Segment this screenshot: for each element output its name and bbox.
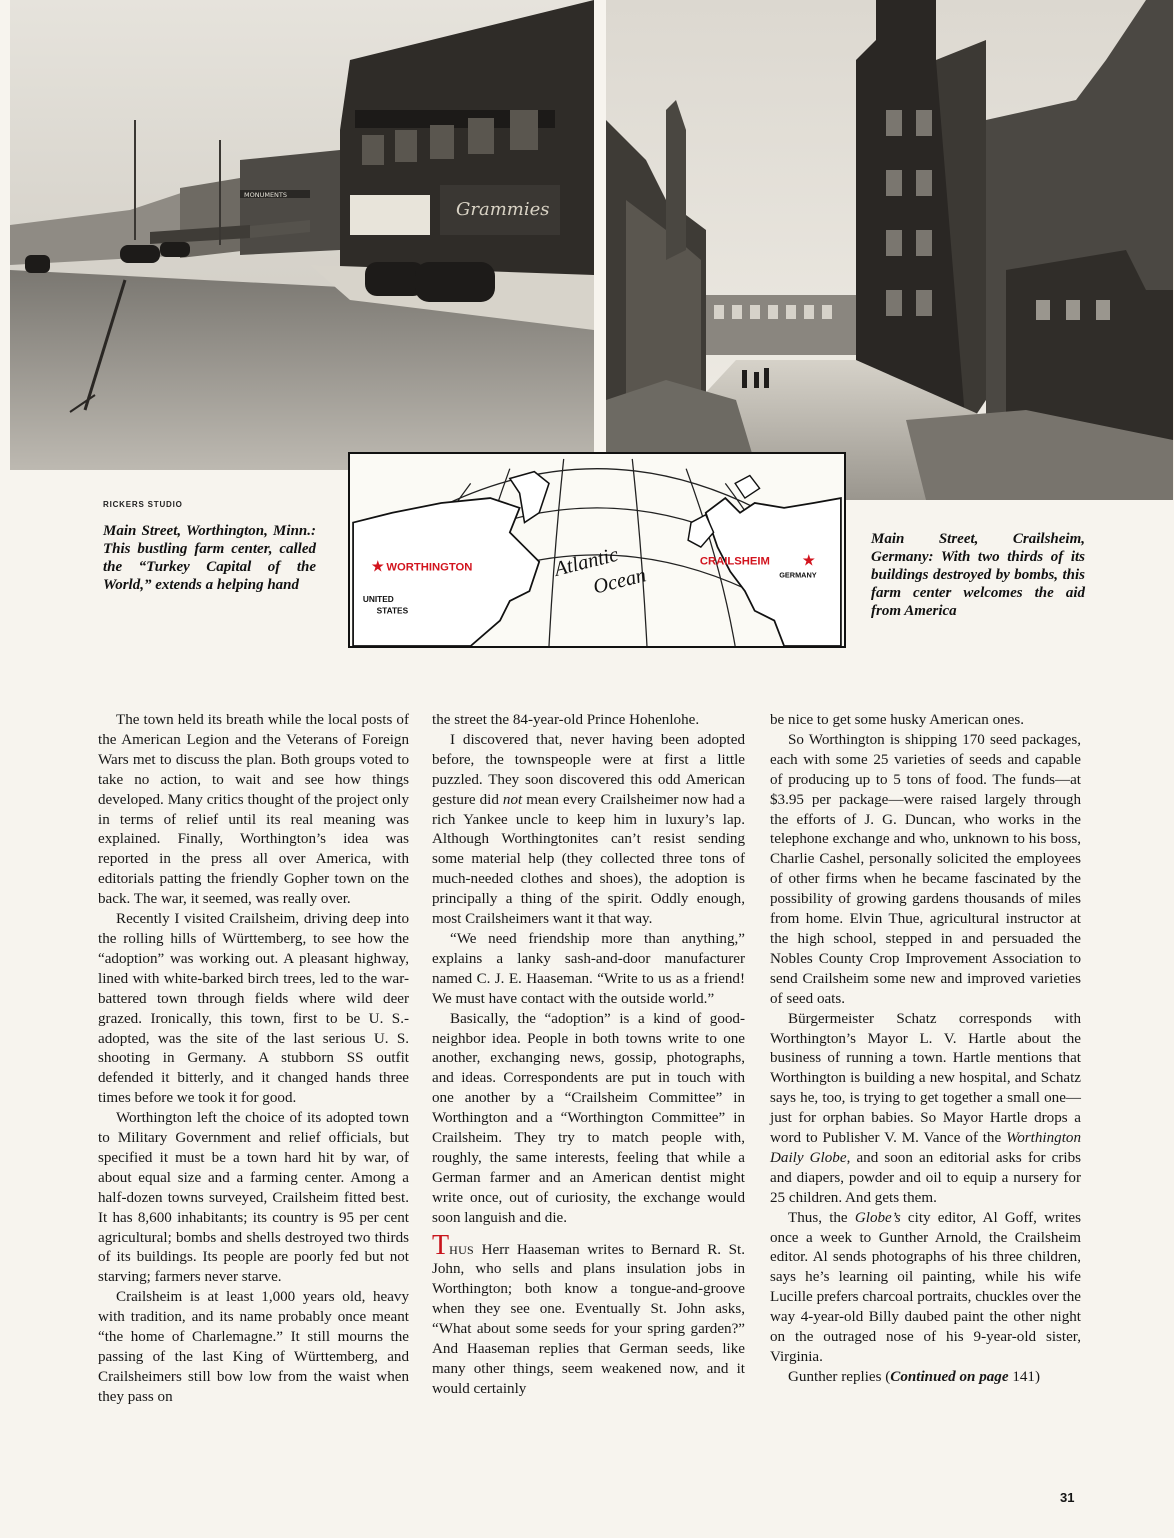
- paragraph: “We need friendship more than anything,” explains a lanky sash-and-door manufacturer named C. J. E. Haaseman. “Write to us as a friend! We must have contact with the outside world.”: [432, 930, 745, 1007]
- map-label-crailsheim: CRAILSHEIM: [699, 555, 770, 568]
- sign-monuments: MONUMENTS: [244, 191, 288, 199]
- page-number: 31: [1060, 1490, 1075, 1505]
- text-run: Gunther replies (: [788, 1368, 891, 1385]
- atlantic-map: [348, 452, 846, 648]
- article-column-2: [432, 711, 745, 1400]
- map-star-crailsheim: ★: [801, 550, 816, 570]
- paragraph: [432, 731, 745, 930]
- small-caps: HUS: [449, 1242, 475, 1257]
- emphasis: Globe’s: [854, 1209, 901, 1226]
- text-run: Bürgermeister Schatz corresponds with Worthington’s Mayor L. V. Hartle about the business of running a town. Hartle mentions that Worthington is building a new hospital, and Schatz says he, too, is trying to get together a small one—just for orphan babies. So Mayor Hartle drops a word to Publisher V. M. Vance of the: [770, 1010, 1081, 1147]
- paragraph: So Worthington is shipping 170 seed packages, each with some 25 varieties of seeds and capable of producing up to 5 tons of food. The funds—at $3.95 per package—were raised largely through the efforts of J. G. Duncan, who works in the telephone exchange and who, unknown to his boss, Charlie Cashel, personally solicited the employees of other firms when he became fascinated by the possibility of growing gardens thousands of miles from home. Elvin Thue, agricultural instructor at the high school, stepped in and persuaded the Nobles County Crop Improvement Association to send Crailsheim some new and improved varieties of seed oats.: [770, 731, 1081, 1007]
- paragraph: [770, 1209, 1081, 1368]
- map-star-worthington: ★: [370, 556, 385, 576]
- text-run: , and soon an editorial asks for cribs and diapers, powder and oil to equip a nursery for 25 children. And gets them.: [770, 1149, 1082, 1206]
- paragraph: [770, 1010, 1081, 1209]
- photo-credit: RICKERS STUDIO: [103, 500, 183, 509]
- text-run: ): [1034, 1368, 1040, 1385]
- paragraph: The town held its breath while the local posts of the American Legion and the Veterans of Foreign Wars met to discuss the plan. Both groups voted to take no action, to wait and see how things developed. Many critics thought of the project only in terms of relief until its real meaning was explained. Finally, Worthington’s idea was reported in the press all over America, with editorials patting the friendly Gopher town on the back. The war, it seemed, was really over.: [98, 712, 409, 908]
- text-run: mean every Crailsheimer now had a rich Yankee uncle to keep him in luxury’s lap. Although Worthingtonites can’t resist sending some material help (they collected three tons of much-needed clothes and shoes), the adoption is principally a thing of the spirit. Oddly enough, most Crailsheimers want it that way.: [432, 791, 745, 928]
- map-label-united: UNITED: [362, 593, 394, 604]
- text-run: 141: [1008, 1368, 1035, 1385]
- photo-main-street-worthington: [10, 0, 594, 470]
- paragraph: Worthington left the choice of its adopted town to Military Government and relief officials, but specified it must be a town hard hit by war, of about equal size and a farming center. Among a half-dozen towns surveyed, Crailsheim fitted best. It has 8,600 inhabitants; its country is 95 per cent agricultural; bombs and shells destroyed two thirds of its buildings. Its people are poorly fed but not starving; farmers never starve.: [98, 1110, 409, 1286]
- text-run: Thus, the: [788, 1209, 855, 1226]
- drop-cap: T: [432, 1229, 450, 1261]
- text-run: Herr Haaseman writes to Bernard R. St. John, who sells and plans insulation jobs in Worthington; both know a tongue-and-groove when they see one. Eventually St. John asks, “What about some seeds for your spring garden?” And Haaseman replies that German seeds, like many other things, seem weakened now, and it would certainly: [432, 1241, 745, 1397]
- paragraph: Recently I visited Crailsheim, driving deep into the rolling hills of Württemberg, to see how the “adoption” was working out. A pleasant highway, lined with white-barked birch trees, led to the war-battered town through fields where wild deer grazed. Ironically, this town, first to be U. S.-adopted, was the site of the last serious U. S. shooting in Germany. A stubborn SS outfit defended it bitterly, and it changed hands three times before we took it for good.: [98, 911, 409, 1107]
- caption-worthington: Main Street, Worthington, Minn.: This bustling farm center, called the “Turkey Capital of the World,” extends a helping hand: [103, 523, 316, 593]
- map-label-states: STATES: [376, 605, 409, 616]
- map-label-germany: GERMANY: [779, 570, 817, 580]
- paragraph: [770, 1368, 1081, 1388]
- text-run: city editor, Al Goff, writes once a week to Gunther Arnold, the Crailsheim editor. Al sends photographs of his three children, says he’s learning oil painting, while his wife Lucille prefers charcoal portraits, chuckles over the way 4-year-old Billy daubed paint the other night on the outraged nose of his 9-year-old sister, Virginia.: [770, 1209, 1081, 1365]
- text-run: I discovered that, never having been adopted before, the townspeople were at first a little puzzled. They soon discovered this odd American gesture did: [432, 731, 745, 808]
- photo-main-street-crailsheim: [606, 0, 1173, 500]
- map-label-worthington: WORTHINGTON: [386, 561, 473, 574]
- caption-crailsheim: Main Street, Crailsheim, Germany: With two thirds of its buildings destroyed by bombs, this farm center welcomes the aid from America: [871, 531, 1085, 619]
- sign-grammies: Grammies: [456, 199, 550, 220]
- emphasis: Worthington Daily Globe: [770, 1130, 1081, 1166]
- emphasis: not: [502, 791, 523, 808]
- map-label-atlantic: Atlantic: [552, 543, 621, 581]
- paragraph: Basically, the “adoption” is a kind of good-neighbor idea. People in both towns write to one another, exchanging news, gossip, photographs, and ideas. Correspondents are put in touch with one another by a “Crailsheim Committee” in Worthington and a “Worthington Committee” in Crailsheim. They try to match people with, roughly, the same interests, feeling that while a German farmer and an American dentist might write once, out of curiosity, the exchange would soon languish and die.: [432, 1010, 745, 1226]
- article-column-3: [770, 711, 1081, 1388]
- paragraph: the street the 84-year-old Prince Hohenlohe.: [432, 712, 700, 728]
- map-label-ocean: Ocean: [590, 564, 649, 599]
- paragraph: Crailsheim is at least 1,000 years old, heavy with tradition, and its name probably once meant “the home of Charlemagne.” It still mourns the passing of the last King of Württemberg, and Crailsheimers still bow low from the waist when they pass on: [98, 1289, 409, 1405]
- continued-link[interactable]: Continued on page: [890, 1368, 1009, 1385]
- article-column-1: [98, 711, 409, 1408]
- paragraph: [432, 1229, 745, 1400]
- paragraph: be nice to get some husky American ones.: [770, 712, 1025, 728]
